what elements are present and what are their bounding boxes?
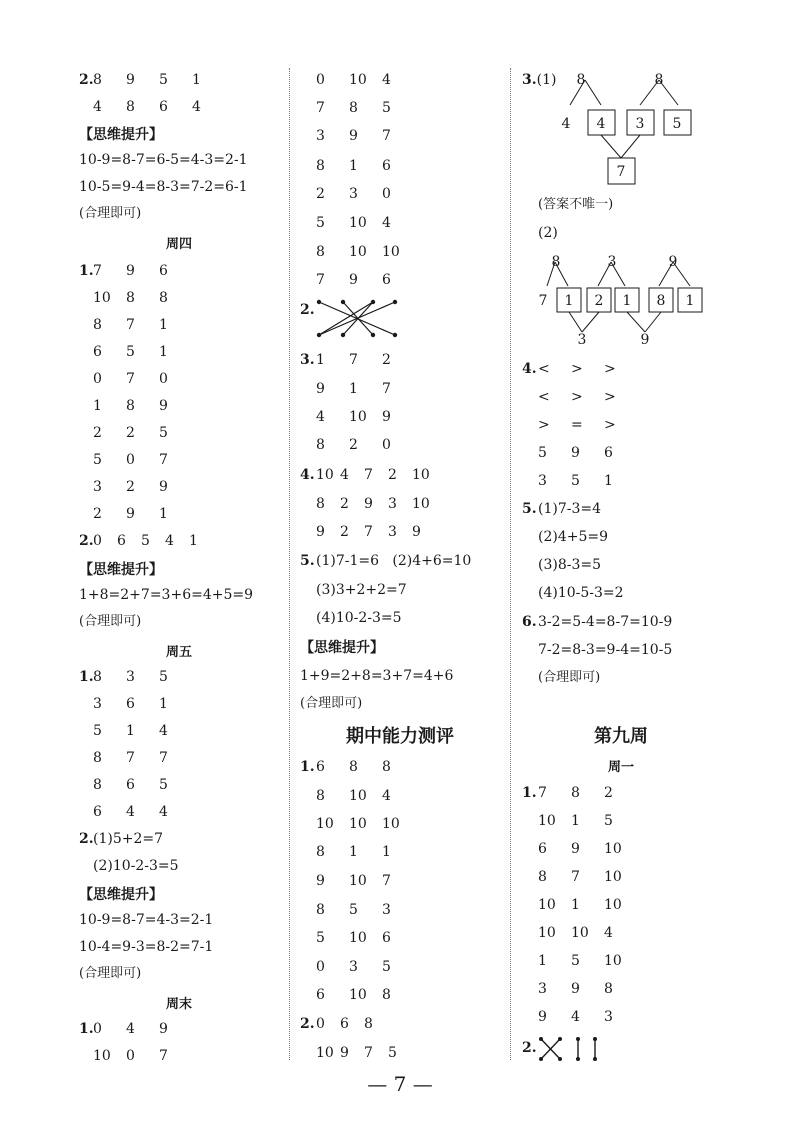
q4-row: < > > [538, 389, 616, 405]
answer-row: 0 10 4 [316, 72, 391, 88]
equation-line: 10-5=9-4=8-3=7-2=6-1 [79, 179, 248, 195]
equation-line: 10-9=8-7=4-3=2-1 [79, 912, 214, 928]
q2-row-1: 2.8 9 5 1 [79, 72, 201, 88]
q1-row: 0 7 0 [93, 371, 168, 387]
tree-left-value: 4 [561, 116, 571, 132]
number-tree-1 [555, 70, 705, 188]
q4-row: > = > [538, 417, 616, 433]
q2-row: 2.(1)5+2=7 [79, 831, 164, 847]
q6-row: 6.3-2=5-4=8-7=10-9 [522, 614, 673, 630]
tree-top-value: 8 [654, 72, 664, 88]
equation-line: 1+9=2+8=3+7=4+6 [300, 668, 454, 684]
q3-label: 3.(1) [522, 72, 557, 88]
equation-line: 1+8=2+7=3+6=4+5=9 [79, 587, 254, 603]
q2-row: 2.0 6 8 [300, 1016, 373, 1032]
q1-row: 8 5 3 [316, 902, 391, 918]
note-text: (合理即可) [79, 614, 142, 629]
q5-row: 5.(1)7-1=6 (2)4+6=10 [300, 553, 472, 569]
q3-row: 4 10 9 [316, 409, 391, 425]
q1-row: 1 5 10 [538, 953, 622, 969]
tree-box-value: 3 [635, 116, 645, 132]
q1-row: 10 1 5 [538, 813, 613, 829]
week9-title: 第九周 [594, 726, 648, 747]
q1-row: 10 0 7 [93, 1048, 168, 1064]
q1-row: 8 10 4 [316, 788, 391, 804]
thinking-heading: 【思维提升】 [79, 887, 163, 903]
q1-row: 8 7 7 [93, 750, 168, 766]
q3-row: 8 2 0 [316, 437, 391, 453]
thinking-heading: 【思维提升】 [79, 562, 163, 578]
tree-box-value: 8 [656, 293, 666, 309]
tree-bottom-value: 7 [616, 164, 626, 180]
answer-row: 8 1 6 [316, 158, 391, 174]
q3-row: 3.1 7 2 [300, 352, 391, 368]
q2-row: (2)10-2-3=5 [93, 858, 179, 874]
q1-row: 10 10 4 [538, 925, 613, 941]
section-title-weekend: 周末 [165, 997, 192, 1012]
q1-row: 1.7 8 2 [522, 785, 613, 801]
q1-row: 8 6 5 [93, 777, 168, 793]
tree-top-value: 8 [576, 72, 586, 88]
tree-bottom-value: 9 [640, 332, 650, 348]
q1-row: 8 7 10 [538, 869, 622, 885]
q4-row: 8 2 9 3 10 [316, 496, 430, 512]
q2-label: 2. [300, 302, 315, 318]
q4-row: 9 2 7 3 9 [316, 524, 421, 540]
q5-row: (4)10-2-3=5 [316, 610, 402, 626]
q1-row: 2 9 1 [93, 506, 168, 522]
answer-row: 7 9 6 [316, 272, 391, 288]
tree-box-value: 2 [594, 293, 604, 309]
matching-lines-diagram [315, 298, 405, 340]
q1-row: 10 10 10 [316, 816, 400, 832]
equation-line: 10-9=8-7=6-5=4-3=2-1 [79, 152, 248, 168]
note-text: (合理即可) [79, 966, 142, 981]
tree-box-value: 1 [685, 293, 695, 309]
section-title-monday: 周一 [607, 760, 634, 775]
q4-row: 5 9 6 [538, 445, 613, 461]
q1-row: 5 0 7 [93, 452, 168, 468]
column-divider-1 [289, 68, 290, 1060]
section-title-thursday: 周四 [165, 237, 192, 252]
q1-row: 1.0 4 9 [79, 1021, 168, 1037]
q3-part-label: (2) [538, 225, 558, 241]
q4-row: 3 5 1 [538, 473, 613, 489]
section-title-friday: 周五 [165, 645, 192, 660]
midterm-title: 期中能力测评 [346, 726, 454, 747]
answer-row: 5 10 4 [316, 215, 391, 231]
tree-top-value: 9 [668, 254, 678, 270]
q5-row: (2)4+5=9 [538, 529, 609, 545]
q1-row: 6 9 10 [538, 841, 622, 857]
q1-row: 0 3 5 [316, 959, 391, 975]
tree-box-value: 4 [596, 116, 606, 132]
matching-lines-diagram [538, 1035, 608, 1063]
tree-bottom-value: 3 [577, 332, 587, 348]
q6-row: 7-2=8-3=9-4=10-5 [538, 642, 673, 658]
q1-row: 6 4 4 [93, 804, 168, 820]
tree-left-value: 7 [538, 293, 548, 309]
equation-line: 10-4=9-3=8-2=7-1 [79, 939, 214, 955]
q1-row: 1.7 9 6 [79, 263, 168, 279]
q1-row: 2 2 5 [93, 425, 168, 441]
tree-top-value: 8 [551, 254, 561, 270]
q1-row: 3 2 9 [93, 479, 168, 495]
q1-row: 3 6 1 [93, 696, 168, 712]
q1-row: 1.6 8 8 [300, 759, 391, 775]
q1-row: 1 8 9 [93, 398, 168, 414]
q1-row: 1.8 3 5 [79, 669, 168, 685]
q4-row: 4.< > > [522, 361, 616, 377]
note-text: (合理即可) [300, 696, 363, 711]
answer-row: 3 9 7 [316, 128, 391, 144]
tree-box-value: 1 [564, 293, 574, 309]
q4-row: 4.10 4 7 2 10 [300, 467, 430, 483]
thinking-heading: 【思维提升】 [79, 127, 163, 143]
q5-row: (3)3+2+2=7 [316, 582, 407, 598]
q1-row: 10 8 8 [93, 290, 168, 306]
q1-row: 5 1 4 [93, 723, 168, 739]
page-number: — 7 — [367, 1072, 433, 1096]
note-text: (合理即可) [538, 670, 601, 685]
q2-label: 2. [522, 1040, 537, 1056]
q5-row: 5.(1)7-3=4 [522, 501, 602, 517]
q1-row: 9 4 3 [538, 1009, 613, 1025]
note-text: (答案不唯一) [538, 197, 614, 212]
answer-row: 2 3 0 [316, 186, 391, 202]
q5-row: (3)8-3=5 [538, 557, 602, 573]
thinking-heading: 【思维提升】 [300, 640, 384, 656]
q1-row: 10 1 10 [538, 897, 622, 913]
tree-top-value: 3 [607, 254, 617, 270]
q1-row: 6 10 8 [316, 987, 391, 1003]
number-tree-2 [535, 252, 705, 348]
q2-row: 10 9 7 5 [316, 1045, 397, 1061]
q1-row: 8 7 1 [93, 317, 168, 333]
answer-row: 7 8 5 [316, 100, 391, 116]
q1-row: 3 9 8 [538, 981, 613, 997]
q1-row: 5 10 6 [316, 930, 391, 946]
tree-box-value: 1 [622, 293, 632, 309]
q5-row: (4)10-5-3=2 [538, 585, 624, 601]
q3-row: 9 1 7 [316, 381, 391, 397]
column-divider-2 [510, 68, 511, 1060]
note-text: (合理即可) [79, 206, 142, 221]
q1-row: 8 1 1 [316, 844, 391, 860]
q2-row-2: 4 8 6 4 [93, 99, 201, 115]
q1-row: 9 10 7 [316, 873, 391, 889]
q1-row: 6 5 1 [93, 344, 168, 360]
tree-box-value: 5 [672, 116, 682, 132]
answer-row: 8 10 10 [316, 244, 400, 260]
q2-row: 2.0 6 5 4 1 [79, 533, 198, 549]
